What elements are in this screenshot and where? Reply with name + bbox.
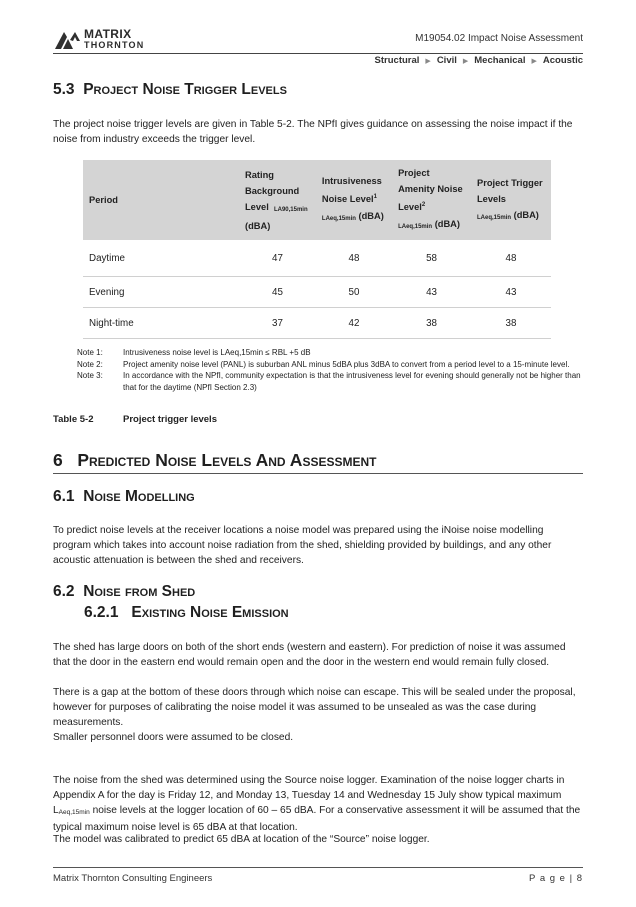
cell-amenity: 38 bbox=[392, 308, 471, 339]
matrix-thornton-logo-icon bbox=[53, 28, 81, 50]
table-notes bbox=[77, 347, 585, 393]
cell-amenity: 58 bbox=[392, 240, 471, 277]
heading-5-3 bbox=[53, 81, 287, 99]
company-logo-text bbox=[84, 28, 144, 50]
col-header-trigger: Project Trigger Levels LAeq,15min (dBA) bbox=[471, 160, 551, 240]
table-caption: Table 5-2 Project trigger levels bbox=[53, 414, 217, 425]
services-strip bbox=[375, 55, 583, 66]
arrow-right-icon: ▶ bbox=[531, 57, 537, 65]
cell-trigger: 43 bbox=[471, 277, 551, 308]
table-row bbox=[83, 308, 551, 339]
logo-line-2: THORNTON bbox=[84, 40, 145, 50]
col-header-amenity: Project Amenity Noise Level$^2$ LAeq,15min (dBA) bbox=[392, 160, 471, 240]
cell-intrusive: 48 bbox=[316, 240, 392, 277]
cell-rbl: 45 bbox=[239, 277, 316, 308]
table-row bbox=[83, 240, 551, 277]
cell-trigger: 38 bbox=[471, 308, 551, 339]
note-3: Note 3: In accordance with the NPfI, community expectation is that the intrusiveness level for evening should generally not be higher than that for the daytime (NPfI Section 2.3) bbox=[77, 371, 581, 392]
heading-title: Project Noise Trigger Levels bbox=[83, 81, 287, 98]
section-6-2-1-para-2: There is a gap at the bottom of these doors through which noise can escape. This will be sealed under the proposal, however for purposes of calibrating the noise model it was assumed to be unsealed as was the case during measurements. bbox=[53, 687, 576, 728]
footer-company: Matrix Thornton Consulting Engineers bbox=[53, 873, 213, 884]
heading-6-1: 6.1 Noise Modelling bbox=[53, 488, 195, 505]
document-reference: M19054.02 Impact Noise Assessment bbox=[415, 33, 583, 44]
heading-6-2: 6.2 Noise from Shed bbox=[53, 583, 196, 600]
trigger-levels-table bbox=[83, 160, 551, 339]
col-header-rbl: Rating Background Level LA90,15min (dBA) bbox=[239, 160, 316, 240]
cell-rbl: 37 bbox=[239, 308, 316, 339]
arrow-right-icon: ▶ bbox=[462, 57, 469, 65]
service-civil: Civil bbox=[436, 55, 457, 66]
heading-number: 5.3 bbox=[53, 81, 75, 98]
cell-intrusive: 50 bbox=[316, 277, 392, 308]
cell-trigger: 48 bbox=[471, 240, 551, 277]
note-2: Note 2: Project amenity noise level (PANL) is suburban ANL minus 5dBA plus 3dBA to convert from a period level to a 15-minute level. bbox=[77, 359, 570, 369]
service-mechanical: Mechanical bbox=[474, 55, 526, 66]
cell-period: Evening bbox=[83, 277, 239, 308]
cell-period: Night-time bbox=[83, 308, 239, 339]
section-6-2-1-para-5: The model was calibrated to predict 65 dBA at location of the “Source” noise logger. bbox=[53, 834, 430, 845]
logo-line-1: MATRIX bbox=[84, 27, 132, 41]
section-6-1-body: To predict noise levels at the receiver locations a noise model was prepared using the iNoise noise modelling program which takes into account noise radiation from the shed, shielding provided by buildings, and any other acoustic attenuation is between the shed and receivers. bbox=[53, 525, 552, 566]
section-6-divider bbox=[53, 473, 583, 474]
note-1: Note 1: Intrusiveness noise level is LAeq,15min ≤ RBL +5 dB bbox=[77, 348, 311, 357]
section-6-2-1-para-3: Smaller personnel doors were assumed to be closed. bbox=[53, 732, 294, 743]
service-structural: Structural bbox=[374, 55, 420, 66]
table-row bbox=[83, 277, 551, 308]
footer-page-number: P a g e | 8 bbox=[529, 873, 583, 884]
heading-6-2-1: 6.2.1 Existing Noise Emission bbox=[84, 604, 289, 621]
cell-period: Daytime bbox=[83, 240, 239, 277]
header-divider bbox=[53, 53, 583, 54]
section-5-3-intro: The project noise trigger levels are given in Table 5-2. The NPfI gives guidance on assessing the noise impact if the noise from industry exceeds the trigger level. bbox=[53, 119, 573, 145]
section-6-2-1-para-1: The shed has large doors on both of the short ends (western and eastern). For prediction of noise it was assumed that the door in the eastern end would remain open and the door in the western end would remain fully closed. bbox=[53, 642, 566, 668]
cell-rbl: 47 bbox=[239, 240, 316, 277]
col-header-period: Period bbox=[83, 160, 239, 240]
section-6-2-1-para-4: The noise from the shed was determined using the Source noise logger. Examination of the noise logger charts in Appendix A for the day is Friday 12, and Monday 13, Tuesday 14 and Wednesday 15 July show typical maximum LAeq,15min noise levels at the logger location of 60 – 65 dBA. For a conservative assessment it will be assumed that the typical maximum noise level is 65 dBA at that location. bbox=[53, 775, 581, 833]
footer-divider bbox=[53, 867, 583, 868]
cell-amenity: 43 bbox=[392, 277, 471, 308]
col-header-intrusiveness: Intrusiveness Noise Level$^1$ LAeq,15min (dBA) bbox=[316, 160, 392, 240]
heading-6: 6 Predicted Noise Levels And Assessment bbox=[53, 450, 377, 470]
cell-intrusive: 42 bbox=[316, 308, 392, 339]
arrow-right-icon: ▶ bbox=[425, 57, 431, 65]
service-acoustic: Acoustic bbox=[542, 55, 583, 66]
